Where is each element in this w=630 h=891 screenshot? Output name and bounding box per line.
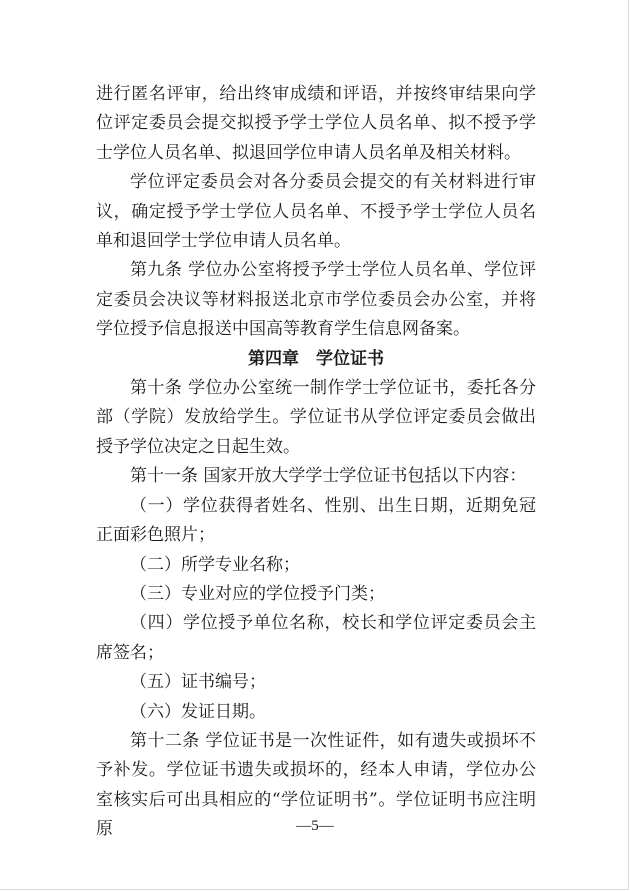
paragraph-article-9: 第九条 学位办公室将授予学士学位人员名单、学位评定委员会决议等材料报送北京市学位委员会办公室，并将学位授予信息报送中国高等教育学生信息网备案。 (96, 260, 536, 340)
page-number: —5— (296, 818, 334, 834)
paragraph-article-10: 第十条 学位办公室统一制作学士学位证书，委托各分部（学院）发放给学生。学位证书从学位评定委员会做出授予学位决定之日起生效。 (96, 378, 536, 457)
list-item-2: （二）所学专业名称； (130, 554, 300, 575)
paragraph-continuation: 进行匿名评审，给出终审成绩和评语，并按终审结果向学位评定委员会提交拟授予学士学位人员名单、拟不授予学士学位人员名单、拟退回学位申请人员名单及相关材料。 (96, 84, 536, 163)
list-item-1: （一）学位获得者姓名、性别、出生日期，近期免冠正面彩色照片； (96, 495, 536, 546)
chapter-heading: 第四章 学位证书 (248, 348, 384, 369)
paragraph-committee-review: 学位评定委员会对各分委员会提交的有关材料进行审议，确定授予学士学位人员名单、不授予学士学位人员名单和退回学士学位申请人员名单。 (96, 172, 536, 252)
list-item-3: （三）专业对应的学位授予门类； (130, 583, 385, 604)
list-item-4: （四）学位授予单位名称，校长和学位评定委员会主席签名； (96, 613, 536, 663)
list-item-6: （六）发证日期。 (130, 701, 266, 722)
list-item-5: （五）证书编号； (130, 672, 266, 693)
document-body (96, 80, 536, 845)
paragraph-article-11: 第十一条 国家开放大学学士学位证书包括以下内容： (130, 466, 527, 487)
paragraph-article-12: 第十二条 学位证书是一次性证件，如有遗失或损坏不予补发。学位证书遗失或损坏的，经本人申请，学位办公室核实后可出具相应的“学位证明书”。学位证明书应注明原 (96, 730, 536, 840)
